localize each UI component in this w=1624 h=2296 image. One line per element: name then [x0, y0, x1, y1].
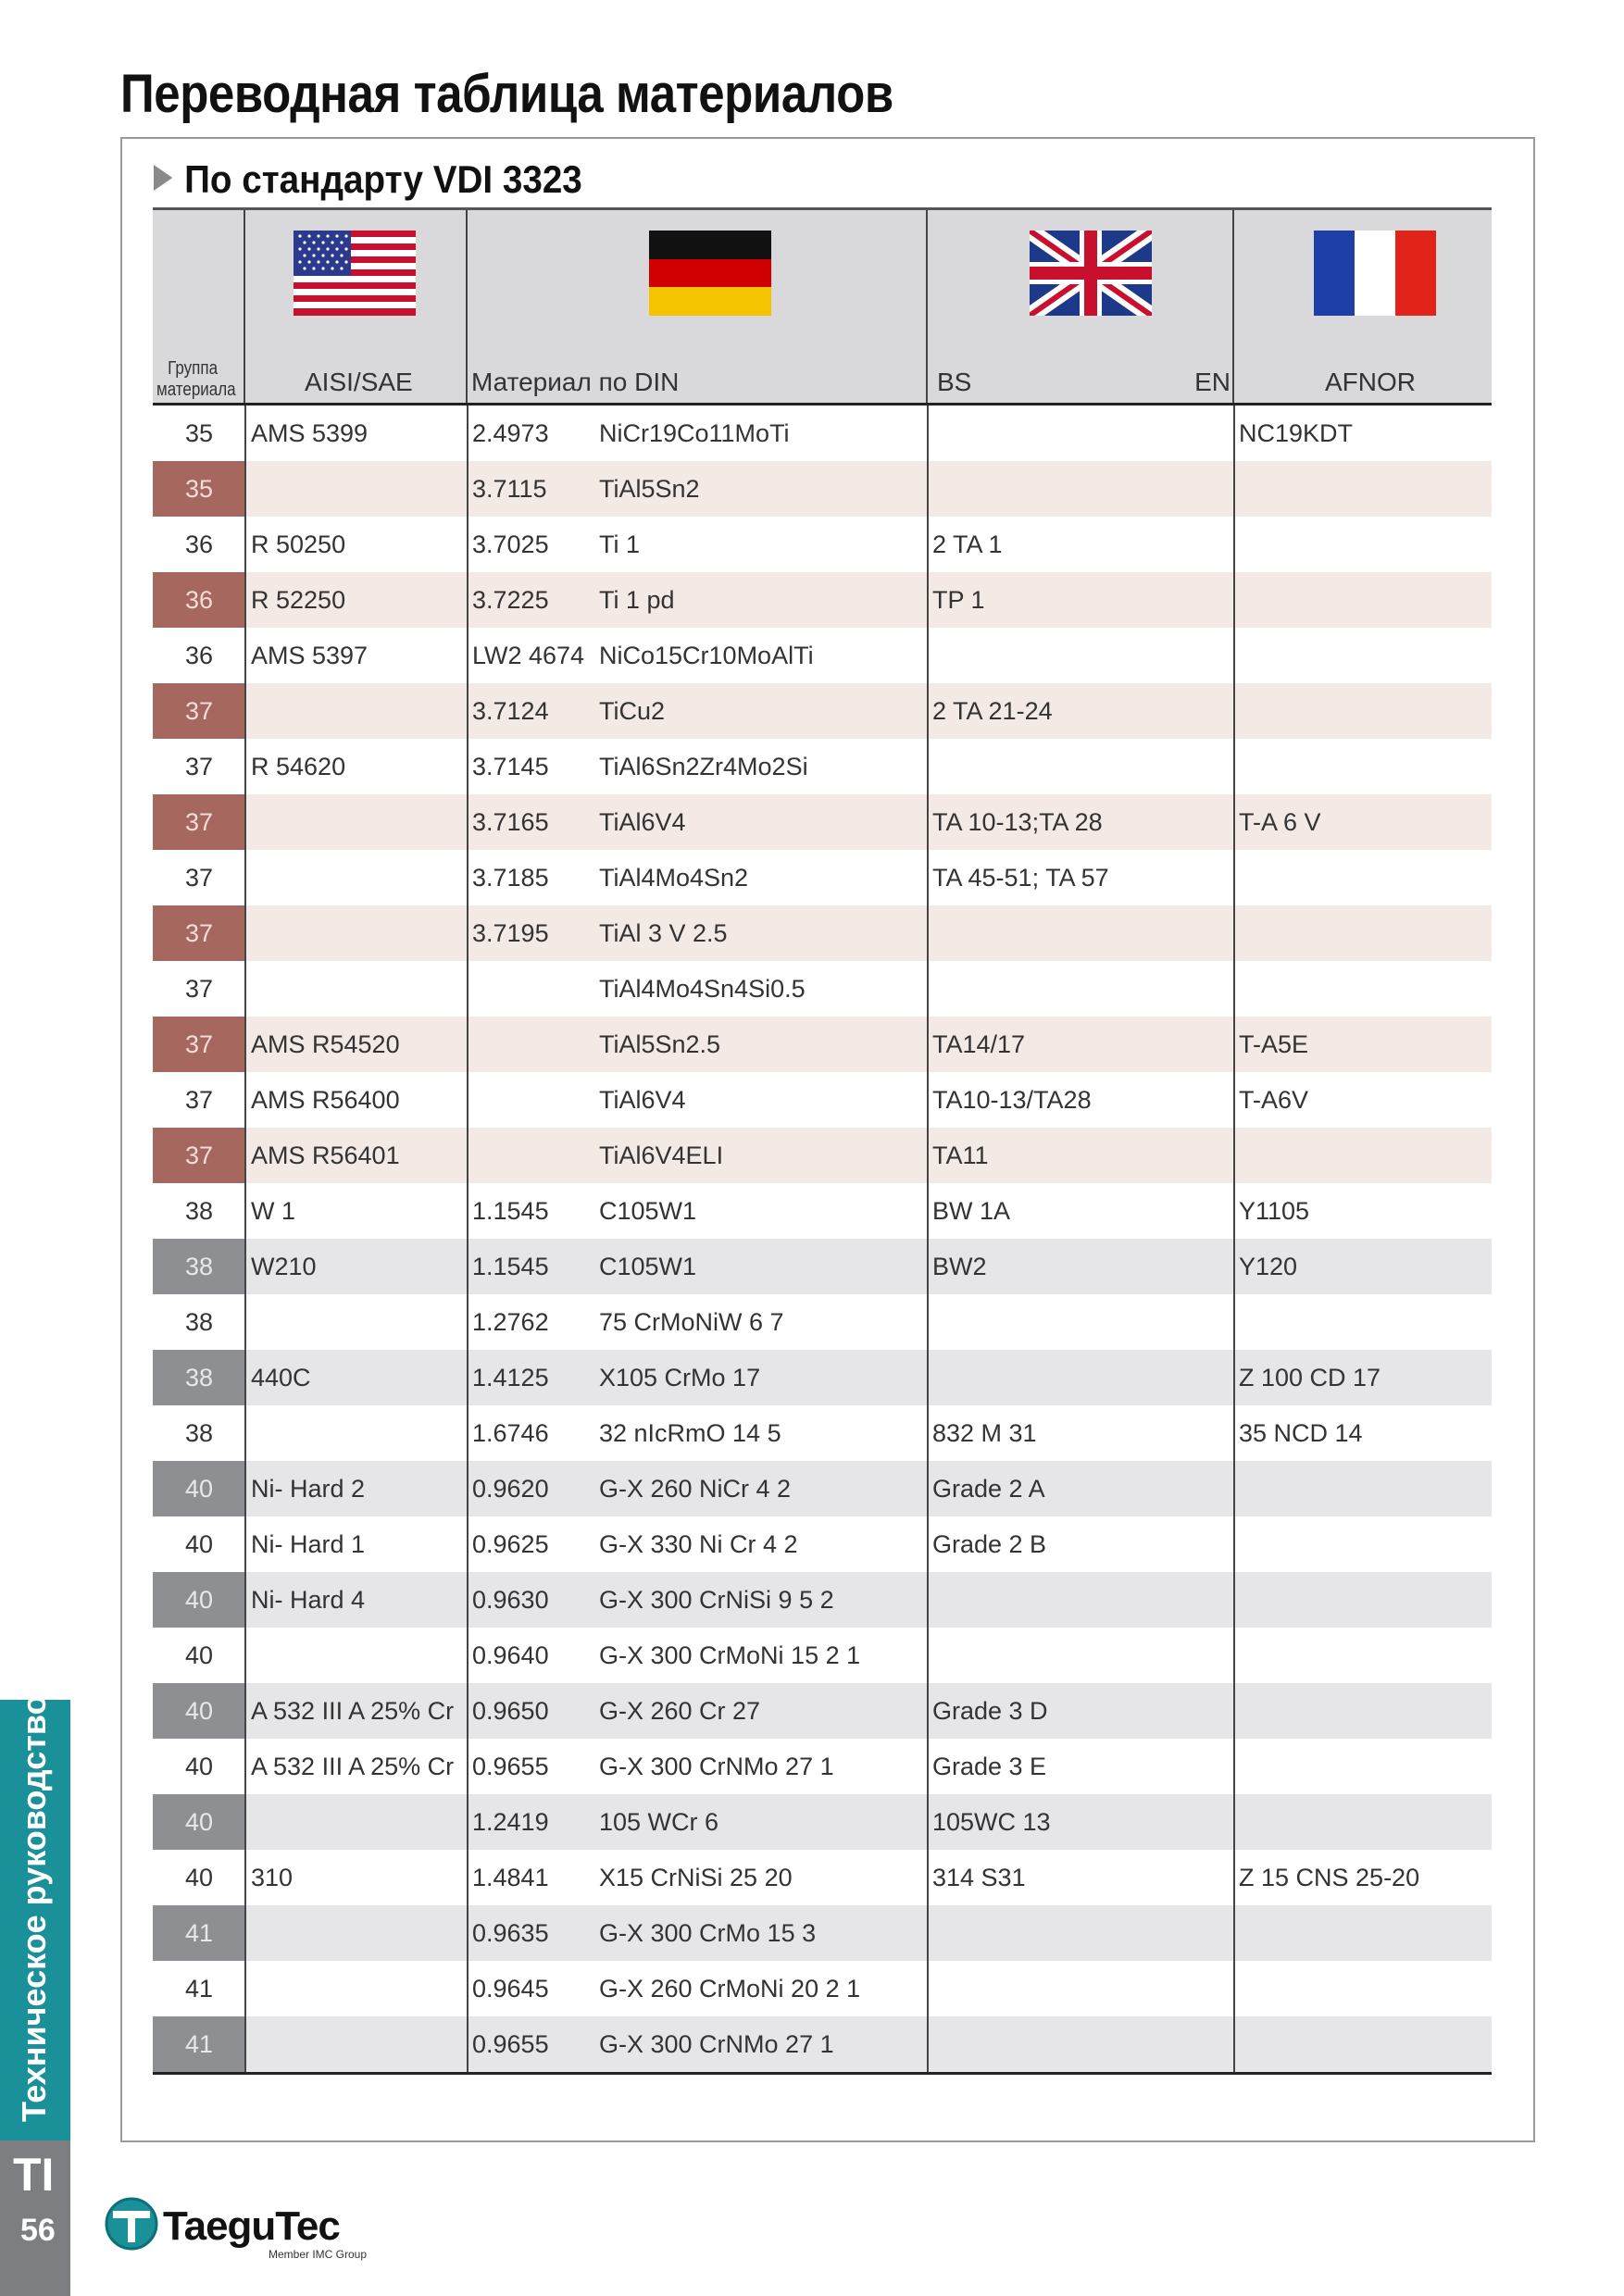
table-row	[153, 961, 1492, 1017]
table-row	[153, 1572, 1492, 1628]
cell-group: 37	[184, 864, 214, 892]
cell-afnor: Y1105	[1239, 1197, 1310, 1225]
cell-group: 37	[184, 753, 214, 780]
cell-din-name: X105 CrMo 17	[599, 1364, 761, 1391]
usa-flag-icon	[294, 231, 416, 316]
section-code: TI	[13, 2149, 55, 2201]
table-row	[153, 1294, 1492, 1350]
cell-group: 40	[184, 1864, 214, 1891]
cell-din-number: 0.9635	[472, 1919, 549, 1947]
table-row	[153, 1239, 1492, 1294]
cell-din-number: 1.1545	[472, 1253, 549, 1280]
cell-aisi: W210	[251, 1253, 317, 1280]
brand-subline: Member IMC Group	[269, 2248, 368, 2261]
cell-group: 37	[184, 975, 214, 1003]
cell-din-number: 3.7195	[472, 919, 549, 947]
cell-group: 35	[184, 419, 214, 447]
cell-din-name: TiAl4Mo4Sn2	[599, 864, 749, 892]
cell-din-number: 1.1545	[472, 1197, 549, 1225]
cell-din-name: G-X 260 Cr 27	[599, 1697, 761, 1725]
cell-din-name: C105W1	[599, 1253, 697, 1280]
cell-din-number: 3.7225	[472, 586, 549, 614]
table-row	[153, 1350, 1492, 1405]
cell-group: 38	[153, 1239, 245, 1294]
cell-aisi: AMS 5397	[251, 642, 369, 669]
germany-flag-icon	[649, 231, 771, 316]
cell-group: 38	[153, 1350, 245, 1405]
cell-din-name: Ti 1 pd	[599, 586, 675, 614]
cell-aisi: Ni- Hard 4	[251, 1586, 366, 1614]
cell-din-name: TiAl6Sn2Zr4Mo2Si	[599, 753, 808, 780]
table-row	[153, 572, 1492, 628]
cell-group: 35	[153, 461, 245, 517]
cell-din-name: TiAl6V4ELI	[599, 1142, 724, 1169]
column-divider	[927, 406, 929, 2072]
cell-afnor: T-A6V	[1239, 1086, 1309, 1114]
taegutec-logo-icon	[104, 2196, 159, 2252]
cell-din-name: Ti 1	[599, 530, 641, 558]
cell-din-number: 1.2419	[472, 1808, 549, 1836]
cell-din-number: 3.7165	[472, 808, 549, 836]
cell-din-name: TiAl5Sn2	[599, 475, 700, 503]
cell-din-name: TiAl 3 V 2.5	[599, 919, 728, 947]
cell-group: 40	[153, 1794, 245, 1850]
cell-group: 36	[184, 530, 214, 558]
header-din-cell	[468, 210, 928, 403]
header-aisi-cell	[245, 210, 468, 403]
cell-din-number: 1.4841	[472, 1864, 549, 1891]
cell-group: 40	[153, 1461, 245, 1516]
page-number: 56	[20, 2213, 56, 2248]
cell-aisi: AMS R56400	[251, 1086, 400, 1114]
cell-group: 41	[184, 1975, 214, 2003]
cell-aisi: A 532 III A 25% Cr	[251, 1753, 455, 1780]
cell-din-name: TiAl6V4	[599, 1086, 686, 1114]
cell-bs: 314 S31	[932, 1864, 1026, 1891]
header-din-label: Материал по DIN	[471, 368, 680, 396]
table-row	[153, 1850, 1492, 1905]
cell-bs: TA11	[932, 1142, 989, 1169]
cell-bs: Grade 3 E	[932, 1753, 1047, 1780]
cell-din-number: 1.2762	[472, 1308, 549, 1336]
cell-din-number: 3.7025	[472, 530, 549, 558]
table-row	[153, 1961, 1492, 2016]
cell-group: 37	[153, 683, 245, 739]
cell-din-number: 0.9655	[472, 2030, 549, 2058]
table-row	[153, 1739, 1492, 1794]
cell-din-number: 0.9620	[472, 1475, 549, 1503]
header-group-label: Группа материала	[156, 358, 236, 400]
cell-din-name: TiAl5Sn2.5	[599, 1030, 721, 1058]
materials-table	[153, 207, 1492, 2072]
table-row	[153, 1461, 1492, 1516]
cell-din-name: NiCr19Co11MoTi	[599, 419, 790, 447]
cell-aisi: AMS R54520	[251, 1030, 400, 1058]
cell-group: 41	[153, 1905, 245, 1961]
cell-group: 36	[184, 642, 214, 669]
cell-din-name: 105 WCr 6	[599, 1808, 719, 1836]
cell-aisi: R 50250	[251, 530, 346, 558]
cell-din-name: G-X 300 CrMoNi 15 2 1	[599, 1641, 861, 1669]
cell-din-number: 0.9650	[472, 1697, 549, 1725]
cell-bs: BW2	[932, 1253, 987, 1280]
cell-din-name: TiCu2	[599, 697, 666, 725]
cell-din-name: G-X 300 CrNMo 27 1	[599, 1753, 834, 1780]
cell-din-name: TiAl6V4	[599, 808, 686, 836]
table-row	[153, 739, 1492, 794]
cell-bs: 105WC 13	[932, 1808, 1051, 1836]
table-body	[153, 406, 1492, 2072]
header-group-cell	[153, 210, 245, 403]
header-aisi-label: AISI/SAE	[305, 368, 413, 396]
cell-aisi: W 1	[251, 1197, 296, 1225]
cell-din-number: 0.9645	[472, 1975, 549, 2003]
table-row	[153, 794, 1492, 850]
column-divider	[1233, 406, 1235, 2072]
cell-din-number: 1.6746	[472, 1419, 549, 1447]
table-row	[153, 1017, 1492, 1072]
table-row	[153, 1628, 1492, 1683]
cell-bs: TA10-13/TA28	[932, 1086, 1092, 1114]
cell-din-number: 1.4125	[472, 1364, 549, 1391]
table-row	[153, 628, 1492, 683]
column-divider	[244, 406, 246, 2072]
cell-din-name: G-X 260 NiCr 4 2	[599, 1475, 792, 1503]
cell-afnor: 35 NCD 14	[1239, 1419, 1363, 1447]
cell-group: 38	[184, 1308, 214, 1336]
cell-afnor: T-A 6 V	[1239, 808, 1321, 836]
france-flag-icon	[1314, 231, 1436, 316]
cell-group: 36	[153, 572, 245, 628]
side-tab	[0, 1694, 70, 2140]
cell-din-name: TiAl4Mo4Sn4Si0.5	[599, 975, 806, 1003]
table-row	[153, 1405, 1492, 1461]
cell-afnor: Y120	[1239, 1253, 1298, 1280]
cell-afnor: Z 15 CNS 25-20	[1239, 1864, 1420, 1891]
table-row	[153, 517, 1492, 572]
cell-din-name: X15 CrNiSi 25 20	[599, 1864, 793, 1891]
cell-din-number: 0.9625	[472, 1530, 549, 1558]
cell-bs: Grade 2 A	[932, 1475, 1045, 1503]
cell-bs: Grade 2 B	[932, 1530, 1047, 1558]
cell-bs: TP 1	[932, 586, 985, 614]
side-tab-label: Техническое руководство	[15, 1694, 53, 2122]
table-row	[153, 1183, 1492, 1239]
table-row	[153, 461, 1492, 517]
cell-group: 37	[153, 1017, 245, 1072]
cell-din-name: NiCo15Cr10MoAlTi	[599, 642, 814, 669]
cell-din-name: G-X 300 CrNMo 27 1	[599, 2030, 834, 2058]
header-bs-en-cell	[928, 210, 1234, 403]
column-divider	[467, 406, 468, 2072]
cell-bs: BW 1A	[932, 1197, 1011, 1225]
cell-group: 40	[153, 1683, 245, 1739]
cell-bs: Grade 3 D	[932, 1697, 1048, 1725]
cell-din-number: 2.4973	[472, 419, 549, 447]
cell-din-number: 3.7115	[472, 475, 547, 503]
table-row	[153, 406, 1492, 461]
cell-aisi: Ni- Hard 2	[251, 1475, 366, 1503]
table-row	[153, 1794, 1492, 1850]
cell-din-name: C105W1	[599, 1197, 697, 1225]
table-row	[153, 2016, 1492, 2072]
cell-bs: 2 TA 21-24	[932, 697, 1053, 725]
header-bs-label: BS	[937, 368, 972, 396]
cell-aisi: 310	[251, 1864, 294, 1891]
cell-group: 41	[153, 2016, 245, 2072]
brand-name: TaeguTec	[163, 2203, 340, 2249]
page-title: Переводная таблица материалов	[120, 64, 893, 124]
cell-din-name: 32 nIcRmO 14 5	[599, 1419, 781, 1447]
cell-din-number: LW2 4674	[472, 642, 585, 669]
table-bottom-rule	[153, 2072, 1492, 2075]
header-afnor-label: AFNOR	[1325, 368, 1416, 396]
cell-group: 37	[153, 905, 245, 961]
cell-bs: TA 10-13;TA 28	[932, 808, 1103, 836]
cell-din-number: 3.7185	[472, 864, 549, 892]
uk-flag-icon	[1030, 231, 1152, 316]
cell-afnor: T-A5E	[1239, 1030, 1309, 1058]
cell-din-name: G-X 300 CrMo 15 3	[599, 1919, 817, 1947]
cell-group: 37	[153, 794, 245, 850]
table-header	[153, 207, 1492, 406]
header-afnor-cell	[1234, 210, 1492, 403]
section-subtitle	[154, 157, 582, 202]
cell-group: 40	[184, 1641, 214, 1669]
table-row	[153, 1683, 1492, 1739]
cell-din-name: G-X 330 Ni Cr 4 2	[599, 1530, 798, 1558]
table-row	[153, 1516, 1492, 1572]
table-row	[153, 850, 1492, 905]
table-row	[153, 905, 1492, 961]
cell-group: 40	[184, 1530, 214, 1558]
cell-bs: 832 M 31	[932, 1419, 1037, 1447]
table-row	[153, 1905, 1492, 1961]
cell-group: 40	[153, 1572, 245, 1628]
cell-group: 37	[184, 1086, 214, 1114]
cell-din-name: G-X 260 CrMoNi 20 2 1	[599, 1975, 861, 2003]
cell-bs: 2 TA 1	[932, 530, 1003, 558]
table-row	[153, 1072, 1492, 1128]
cell-din-number: 3.7145	[472, 753, 549, 780]
cell-aisi: AMS R56401	[251, 1142, 400, 1169]
cell-aisi: 440C	[251, 1364, 311, 1391]
cell-aisi: A 532 III A 25% Cr	[251, 1697, 455, 1725]
header-en-label: EN	[1194, 368, 1230, 396]
cell-din-number: 0.9640	[472, 1641, 549, 1669]
cell-group: 40	[184, 1753, 214, 1780]
cell-group: 38	[184, 1419, 214, 1447]
cell-group: 37	[153, 1128, 245, 1183]
cell-afnor: NC19KDT	[1239, 419, 1354, 447]
cell-din-number: 3.7124	[472, 697, 549, 725]
cell-bs: TA14/17	[932, 1030, 1026, 1058]
cell-din-number: 0.9655	[472, 1753, 549, 1780]
cell-aisi: R 54620	[251, 753, 346, 780]
table-row	[153, 1128, 1492, 1183]
cell-bs: TA 45-51; TA 57	[932, 864, 1109, 892]
cell-aisi: Ni- Hard 1	[251, 1530, 366, 1558]
subtitle-text: По стандарту VDI 3323	[184, 157, 582, 201]
triangle-bullet-icon	[154, 165, 172, 191]
cell-afnor: Z 100 CD 17	[1239, 1364, 1381, 1391]
cell-din-name: 75 CrMoNiW 6 7	[599, 1308, 784, 1336]
cell-aisi: R 52250	[251, 586, 346, 614]
table-row	[153, 683, 1492, 739]
cell-aisi: AMS 5399	[251, 419, 369, 447]
cell-din-name: G-X 300 CrNiSi 9 5 2	[599, 1586, 834, 1614]
cell-din-number: 0.9630	[472, 1586, 549, 1614]
cell-group: 38	[184, 1197, 214, 1225]
